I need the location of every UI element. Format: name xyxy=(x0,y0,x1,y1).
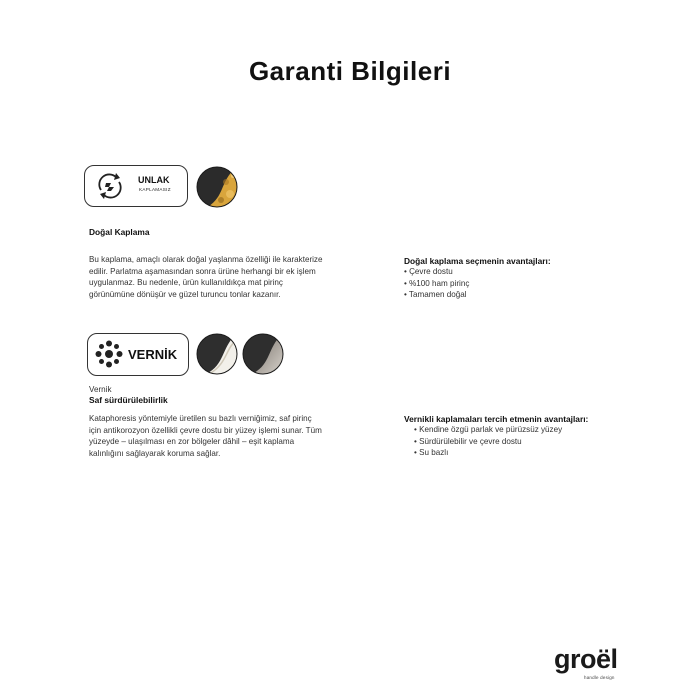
natural-advantages-list xyxy=(404,266,469,301)
varnish-paragraph xyxy=(89,413,322,459)
varnish-molecule-icon xyxy=(95,340,123,368)
brand-tagline: handle design xyxy=(584,675,615,680)
varnish-advantages-list xyxy=(404,424,562,459)
varnish-label: Vernik xyxy=(89,385,112,394)
natural-paragraph xyxy=(89,254,322,300)
list-item: • Tamamen doğal xyxy=(404,290,467,300)
natural-advantages-title: Doğal kaplama seçmenin avantajları: xyxy=(404,256,551,266)
vernik-badge xyxy=(87,333,189,376)
list-item: • Çevre dostu xyxy=(404,267,453,276)
brand-wordmark: groël xyxy=(554,644,618,674)
badge-title: UNLAK xyxy=(138,175,170,185)
list-item: • Kendine özgü parlak ve pürüzsüz yüzey xyxy=(414,425,563,434)
unlak-badge xyxy=(84,165,188,207)
natural-brass-swatch xyxy=(196,166,238,208)
brand-logo xyxy=(554,644,620,684)
varnish-light-swatch xyxy=(196,333,238,375)
varnish-advantages-title: Vernikli kaplamaları tercih etmenin avantajları: xyxy=(404,414,589,424)
varnish-silver-swatch xyxy=(242,333,284,375)
paragraph-line: uygulanmaz. Bu nedenle, ürün kullanıldıkça mat pirinç xyxy=(89,278,283,288)
page-title: Garanti Bilgileri xyxy=(248,56,452,86)
paragraph-line: için antikorozyon özellikli çevre dostu bir yüzey işlemi sunar. Tüm xyxy=(89,425,322,435)
natural-cycle-icon xyxy=(95,171,125,201)
badge-title: VERNİK xyxy=(128,347,178,362)
natural-heading: Doğal Kaplama xyxy=(89,227,150,237)
list-item: • Sürdürülebilir ve çevre dostu xyxy=(414,436,522,446)
varnish-heading: Saf sürdürülebilirlik xyxy=(89,395,168,405)
paragraph-line: Bu kaplama, amaçlı olarak doğal yaşlanma özelliği ile karakterize xyxy=(89,255,323,264)
paragraph-line: edilir. Parlatma aşamasından sonra ürüne herhangi bir ek işlem xyxy=(89,266,316,276)
badge-subtitle: KAPLAMASIZ xyxy=(139,187,171,192)
paragraph-line: kalınlığını sağlayarak koruma sağlar. xyxy=(89,448,221,458)
paragraph-line: yüzeyde – ulaşılması en zor bölgeler dâhil – eşit kaplama xyxy=(89,437,295,447)
list-item: • Su bazlı xyxy=(414,448,449,458)
paragraph-line: Kataphoresis yöntemiyle üretilen su bazlı verniğimiz, saf pirinç xyxy=(89,414,312,423)
list-item: • %100 ham pirinç xyxy=(404,278,470,288)
paragraph-line: görünümüne dönüşür ve güzel turuncu tonlar kazanır. xyxy=(89,289,281,299)
